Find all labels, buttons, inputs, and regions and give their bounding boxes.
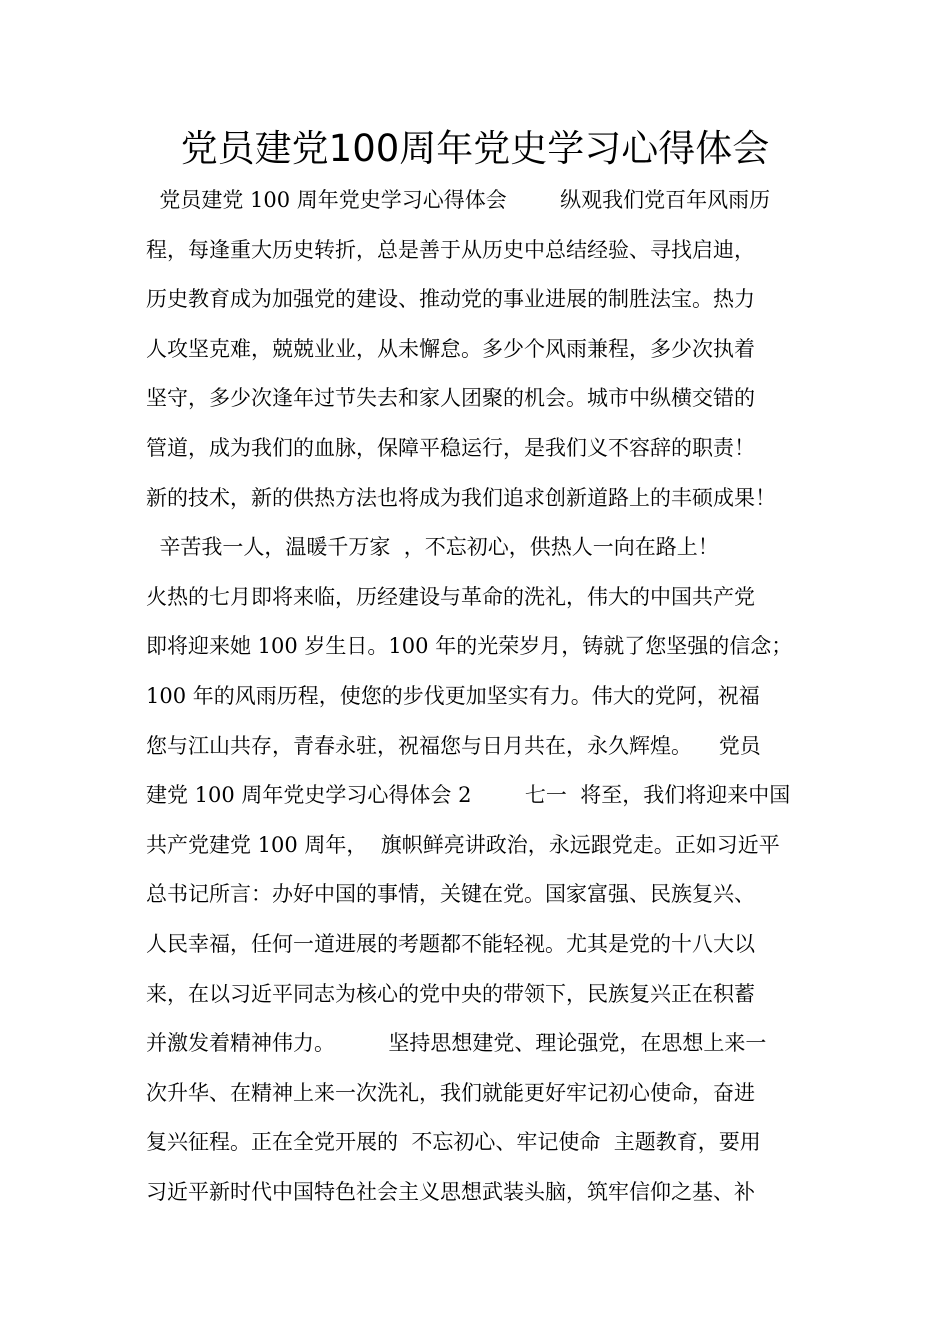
body-line: 次升华、在精神上来一次洗礼，我们就能更好牢记初心使命，奋进 (146, 1080, 755, 1105)
body-line: 坚守，多少次逢年过节失去和家人团聚的机会。城市中纵横交错的 (146, 386, 755, 411)
body-line: 100 年的风雨历程，使您的步伐更加坚实有力。伟大的党阿，祝福 (146, 683, 760, 708)
body-line: 历史教育成为加强党的建设、推动党的事业进展的制胜法宝。热力 (146, 287, 755, 312)
body-line: 新的技术，新的供热方法也将成为我们追求创新道路上的丰硕成果！ (146, 485, 776, 510)
body-line: 共产党建党 100 周年， 旗帜鲜亮讲政治，永远跟党走。正如习近平 (146, 832, 780, 857)
body-line: 即将迎来她 100 岁生日。100 年的光荣岁月，铸就了您坚强的信念； (146, 634, 793, 659)
body-line: 并激发着精神伟力。 坚持思想建党、理论强党，在思想上来一 (146, 1031, 767, 1056)
body-line: 党员建党 100 周年党史学习心得体会 纵观我们党百年风雨历 (146, 188, 771, 212)
body-line: 总书记所言：办好中国的事情，关键在党。国家富强、民族复兴、 (146, 882, 755, 907)
body-line: 您与江山共存，青春永驻，祝福您与日月共在，永久辉煌。 党员 (146, 733, 761, 758)
body-line: 程，每逢重大历史转折，总是善于从历史中总结经验、寻找启迪， (146, 237, 755, 262)
body-line: 习近平新时代中国特色社会主义思想武装头脑，筑牢信仰之基、补 (146, 1179, 755, 1204)
body-line: 人攻坚克难，兢兢业业，从未懈怠。多少个风雨兼程，多少次执着 (146, 336, 755, 361)
body-line: 火热的七月即将来临，历经建设与革命的洗礼，伟大的中国共产党 (146, 584, 755, 609)
document-body (146, 176, 836, 1217)
body-line: 建党 100 周年党史学习心得体会 2 七一 将至，我们将迎来中国 (146, 783, 791, 808)
body-line: 辛苦我一人，温暖千万家 ，不忘初心，供热人一向在路上！ (146, 535, 719, 560)
document-title: 党员建党100周年党史学习心得体会 (180, 127, 770, 170)
body-line: 管道，成为我们的血脉，保障平稳运行，是我们义不容辞的职责！ (146, 435, 755, 460)
body-line: 来，在以习近平同志为核心的党中央的带领下，民族复兴正在积蓄 (146, 981, 755, 1006)
body-line: 复兴征程。正在全党开展的 不忘初心、牢记使命 主题教育，要用 (146, 1130, 761, 1155)
body-line: 人民幸福，任何一道进展的考题都不能轻视。尤其是党的十八大以 (146, 931, 755, 956)
